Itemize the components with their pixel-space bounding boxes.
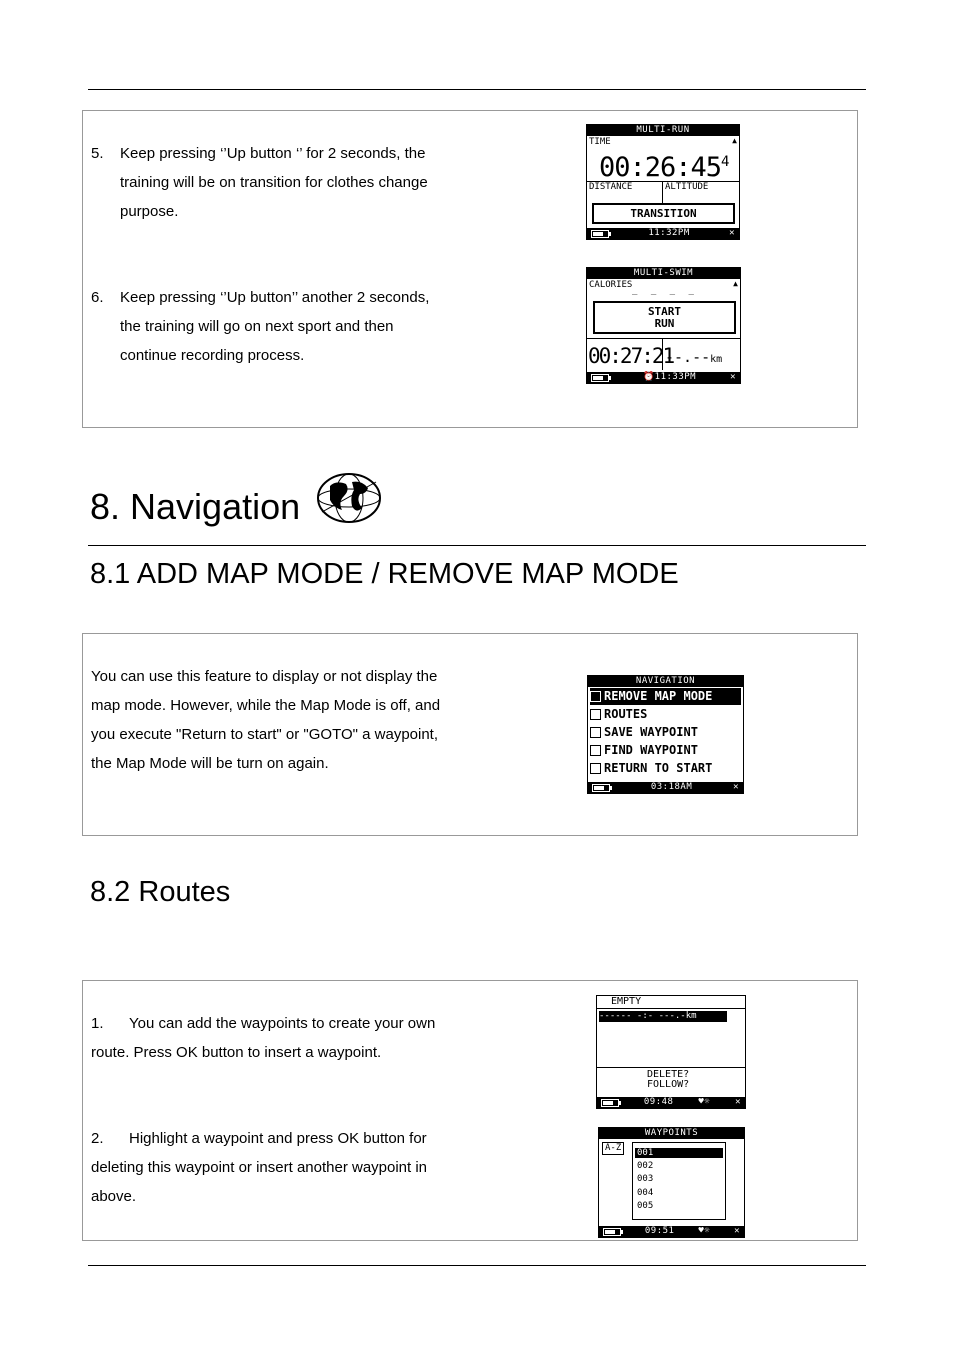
status-bar: [587, 228, 739, 239]
save-icon: [590, 727, 601, 738]
menu-item-find-waypoint: [590, 742, 741, 759]
status-bar: [587, 372, 740, 383]
flag-icon: [590, 763, 601, 774]
divider: [597, 1067, 745, 1068]
menu-item-label: RETURN TO START: [604, 761, 713, 775]
section-rule: [88, 545, 866, 546]
route-empty-screen: [596, 995, 746, 1109]
menu-item-remove-map-mode: [590, 688, 741, 705]
step-number: 2.: [91, 1130, 104, 1147]
search-icon: [590, 745, 601, 756]
step-number: 1.: [91, 1015, 104, 1032]
divider: [662, 181, 663, 203]
menu-item-return-to-start: [590, 760, 741, 777]
step-6: [91, 283, 471, 370]
battery-icon: [591, 230, 609, 238]
section-8-2-title: 8.2 Routes: [90, 876, 231, 908]
step-line: deleting this waypoint or insert another waypoint in: [91, 1159, 428, 1176]
satellite-icon: ✕: [733, 782, 739, 792]
battery-icon: [592, 784, 610, 792]
list-item: 002: [637, 1161, 654, 1171]
delete-option: DELETE?: [647, 1069, 690, 1080]
distance-number: --.--: [665, 348, 711, 366]
calories-value: _ _ _ _: [632, 286, 698, 296]
menu-item-save-waypoint: [590, 724, 741, 741]
status-bar: [599, 1226, 744, 1237]
globe-icon: [316, 472, 382, 524]
section-8-title: 8. Navigation: [90, 486, 301, 527]
satellite-icon: ✕: [735, 1097, 741, 1107]
step-line: Keep pressing ‘’Up button’’ another 2 seconds,: [120, 289, 430, 306]
start-run-button: [593, 301, 736, 334]
screen-title: WAYPOINTS: [599, 1128, 744, 1139]
route-icon: [590, 709, 601, 720]
clock: 11:32PM: [648, 228, 690, 238]
route-step-1: [91, 1009, 481, 1067]
navigation-screen: [587, 675, 744, 794]
follow-option: FOLLOW?: [647, 1079, 690, 1090]
route-name: EMPTY: [611, 996, 642, 1007]
screen-title: NAVIGATION: [588, 676, 743, 687]
list-item: 005: [637, 1201, 654, 1211]
step-line: above.: [91, 1188, 137, 1205]
swim-time: 00:27:21: [588, 344, 674, 368]
header-rule: [88, 89, 866, 90]
text-line: the Map Mode will be turn on again.: [91, 755, 329, 772]
battery-icon: [603, 1228, 621, 1236]
satellite-icon: ✕: [729, 228, 735, 238]
screen-title: MULTI-SWIM: [587, 268, 740, 279]
step-line: training will be on transition for clothes change: [120, 174, 428, 191]
menu-item-label: REMOVE MAP MODE: [604, 689, 713, 703]
distance-unit: km: [710, 354, 723, 365]
route-step-2: [91, 1124, 481, 1211]
waypoints-screen: [598, 1127, 745, 1238]
status-bar: [588, 782, 743, 793]
list-item: 004: [637, 1188, 654, 1198]
multi-swim-screen: [586, 267, 741, 384]
text-line: you execute "Return to start" or "GOTO" a waypoint,: [91, 726, 439, 743]
time-tenths: 4: [721, 154, 729, 170]
heart-icon: ♥☼: [698, 1226, 711, 1236]
step-line: Keep pressing ‘’Up button ‘’ for 2 seconds, the: [120, 145, 426, 162]
elapsed-time: [599, 147, 728, 183]
satellite-icon: ✕: [730, 372, 736, 382]
step-line: the training will go on next sport and then: [120, 318, 394, 335]
time-label: TIME: [589, 137, 611, 147]
multi-run-screen: [586, 124, 740, 240]
step-5: [91, 139, 471, 226]
step-line: Highlight a waypoint and press OK button for: [129, 1130, 427, 1147]
distance-label: DISTANCE: [589, 182, 633, 192]
step-line: You can add the waypoints to create your own: [129, 1015, 436, 1032]
step-number: 5.: [91, 145, 104, 162]
text-line: map mode. However, while the Map Mode is off, and: [91, 697, 441, 714]
status-bar: [597, 1097, 745, 1108]
menu-item-label: ROUTES: [604, 707, 648, 721]
divider: [587, 338, 740, 339]
button-line: RUN: [654, 317, 675, 330]
map-icon: [590, 691, 601, 702]
menu-item-label: SAVE WAYPOINT: [604, 725, 698, 739]
transition-button: TRANSITION: [592, 203, 735, 224]
time-value: 00:26:45: [599, 152, 722, 183]
route-row-selected: ------ -:- ---.-km: [599, 1011, 727, 1022]
menu-item-label: FIND WAYPOINT: [604, 743, 698, 757]
clock: 09:51: [644, 1226, 675, 1236]
sort-tab: A-Z: [602, 1142, 624, 1155]
clock: 03:18AM: [650, 782, 693, 792]
step-line: purpose.: [120, 203, 179, 220]
screen-title: MULTI-RUN: [587, 125, 739, 136]
section-8-1-title: 8.1 ADD MAP MODE / REMOVE MAP MODE: [90, 558, 679, 590]
heart-icon: ♥☼: [698, 1097, 711, 1107]
menu-item-routes: [590, 706, 741, 723]
waypoint-list: [632, 1142, 726, 1220]
button-line: START: [647, 305, 682, 318]
up-arrow-icon: ▲: [733, 279, 738, 288]
alarm-icon: ⏰: [642, 372, 655, 382]
list-item: 003: [637, 1174, 654, 1184]
map-mode-description: [91, 662, 481, 778]
clock: 09:48: [643, 1097, 674, 1107]
distance-value: [665, 348, 722, 369]
battery-icon: [601, 1099, 619, 1107]
up-arrow-icon: ▲: [732, 136, 737, 145]
step-line: continue recording process.: [120, 347, 305, 364]
footer-rule: [88, 1265, 866, 1266]
text-line: You can use this feature to display or not display the: [91, 668, 438, 685]
calories-label: CALORIES: [589, 280, 633, 290]
battery-icon: [591, 374, 609, 382]
clock: 11:33PM: [654, 372, 697, 382]
step-number: 6.: [91, 289, 104, 306]
divider: [597, 1008, 745, 1009]
satellite-icon: ✕: [734, 1226, 740, 1236]
altitude-label: ALTITUDE: [665, 182, 709, 192]
list-item-selected: 001: [635, 1148, 723, 1158]
step-line: route. Press OK button to insert a waypoint.: [91, 1044, 382, 1061]
